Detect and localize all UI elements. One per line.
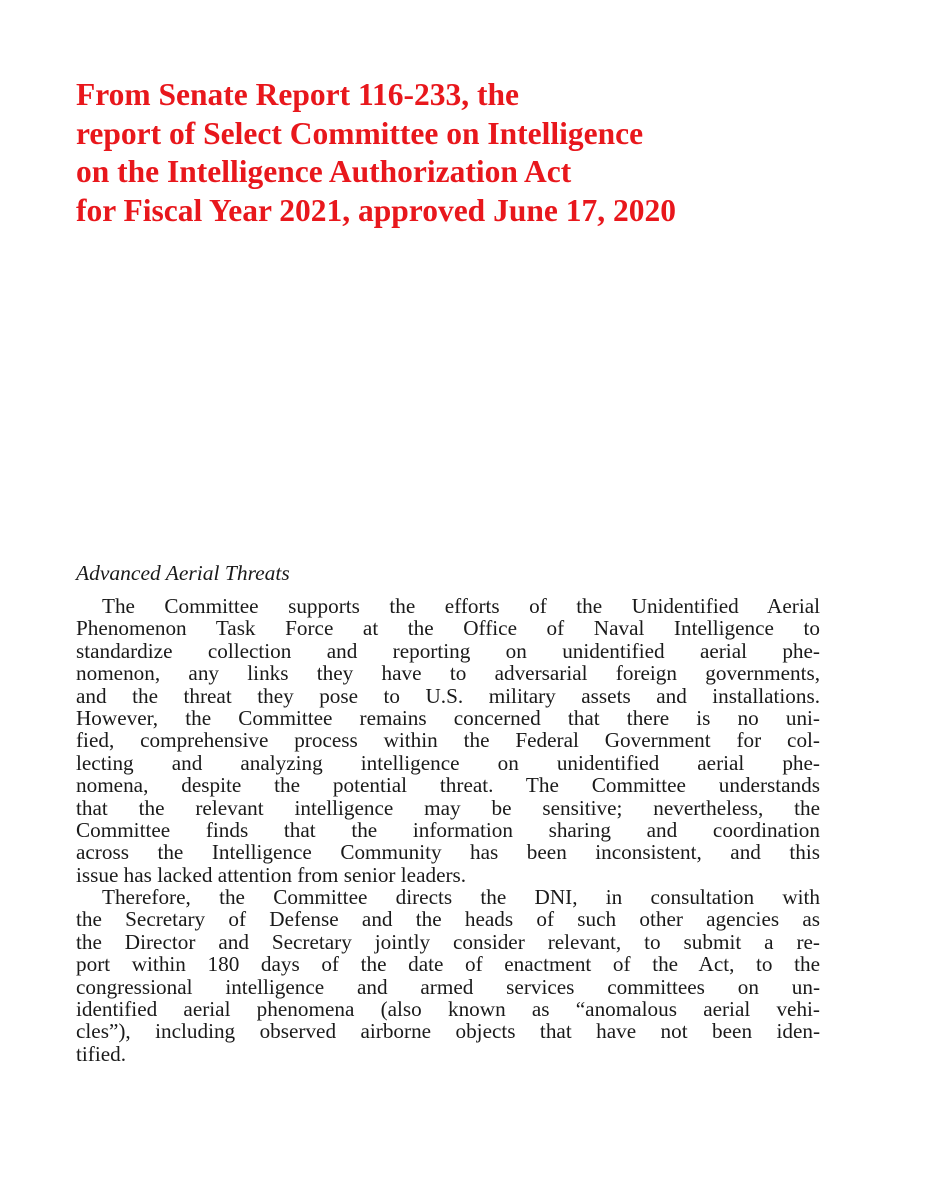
paragraph-line: across the Intelligence Community has been inconsistent, and this <box>76 840 820 865</box>
paragraph-line: lecting and analyzing intelligence on unidentified aerial phe- <box>76 750 820 775</box>
report-title-line: for Fiscal Year 2021, approved June 17, 2020 <box>76 192 676 228</box>
paragraph-line: issue has lacked attention from senior leaders. <box>76 862 467 887</box>
report-title-line: on the Intelligence Authorization Act <box>76 154 572 189</box>
report-title <box>76 76 676 230</box>
paragraph-line: port within 180 days of the date of enactment of the Act, to the <box>76 952 820 977</box>
paragraph-line: The Committee supports the efforts of the Unidentified Aerial <box>102 594 820 618</box>
paragraph-line: standardize collection and reporting on unidentified aerial phe- <box>76 638 820 663</box>
paragraph-line: Committee finds that the information sharing and coordination <box>76 817 820 842</box>
report-title-line: report of Select Committee on Intelligence <box>76 115 644 151</box>
report-body <box>76 595 820 1065</box>
paragraph-2 <box>76 886 820 1065</box>
report-title-line: From Senate Report 116-233, the <box>76 77 519 112</box>
paragraph-line: However, the Committee remains concerned that there is no uni- <box>76 705 820 730</box>
paragraph-line: Phenomenon Task Force at the Office of Naval Intelligence to <box>76 616 820 641</box>
paragraph-line: fied, comprehensive process within the Federal Government for col- <box>76 728 820 753</box>
paragraph-line: identified aerial phenomena (also known as “anomalous aerial vehi- <box>76 997 820 1022</box>
paragraph-line: congressional intelligence and armed services committees on un- <box>76 974 820 999</box>
paragraph-line: and the threat they pose to U.S. military assets and installations. <box>76 683 820 708</box>
paragraph-line: the Director and Secretary jointly consider relevant, to submit a re- <box>76 929 820 954</box>
section-heading: Advanced Aerial Threats <box>76 561 290 585</box>
paragraph-line: the Secretary of Defense and the heads of such other agencies as <box>76 907 820 932</box>
paragraph-line: Therefore, the Committee directs the DNI, in consultation with <box>102 885 820 910</box>
paragraph-line: nomenon, any links they have to adversarial foreign governments, <box>76 661 820 686</box>
paragraph-line: that the relevant intelligence may be sensitive; nevertheless, the <box>76 795 820 820</box>
paragraph-line: tified. <box>76 1041 127 1066</box>
paragraph-line: cles”), including observed airborne objects that have not been iden- <box>76 1019 820 1044</box>
paragraph-1 <box>76 595 820 886</box>
paragraph-line: nomena, despite the potential threat. The Committee understands <box>76 773 820 798</box>
